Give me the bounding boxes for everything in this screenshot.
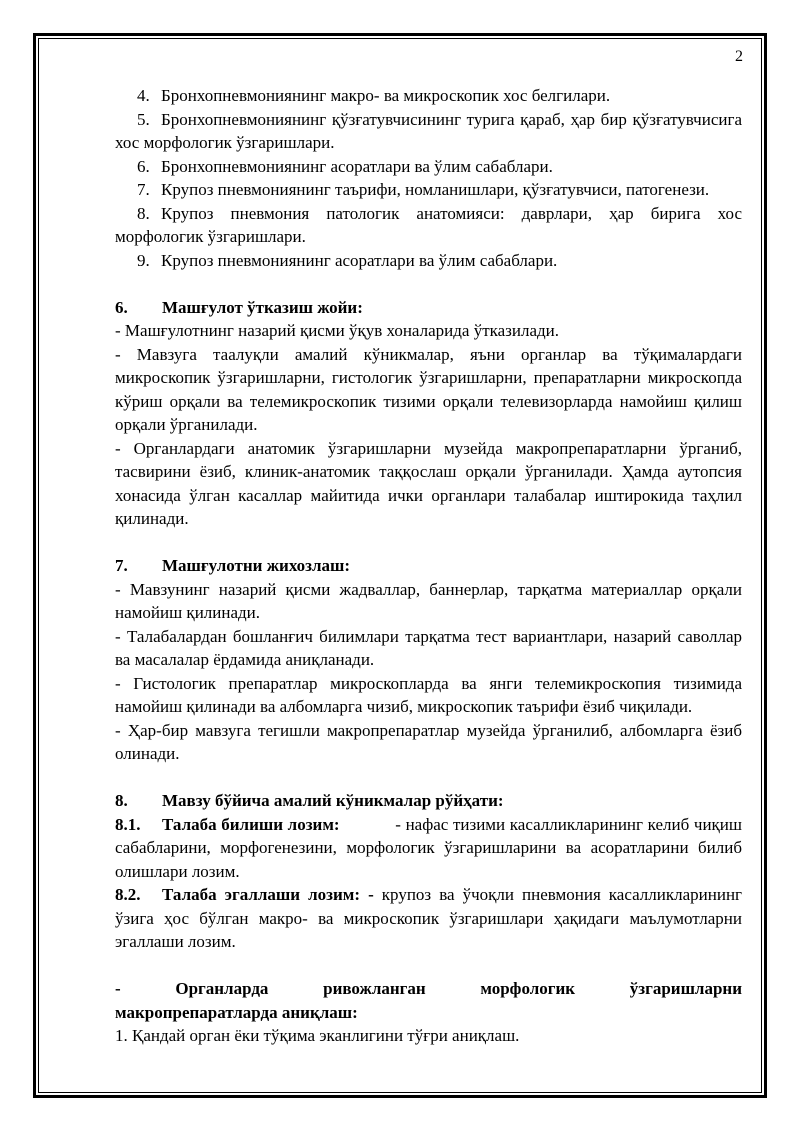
list-item-number: 7. xyxy=(137,180,150,199)
list-item-text: Крупоз пневмониянинг асоратлари ва ўлим сабаблари. xyxy=(161,250,558,270)
paragraph: - Ҳар-бир мавзуга тегишли макропрепаратлар музейда ўрганилиб, албомларга ёзиб олинади. xyxy=(115,720,742,763)
list-item-number: 4. xyxy=(137,86,150,105)
subsection-number: 8.1. xyxy=(115,814,141,834)
list-item xyxy=(115,202,742,249)
list-item xyxy=(115,84,742,108)
paragraph: - Органлардаги анатомик ўзгаришларни музейда макропрепаратларни ўрганиб, тасвирини ёзиб, клиник-анатомик таққослаш орқали ўрганилади. Ҳамда аутопсия хонасида ўлган касаллар майитида ички органлари талабалар иштирокида таҳлил қилинади. xyxy=(115,438,742,528)
section-number: 6. xyxy=(115,297,128,317)
page-number: 2 xyxy=(735,48,743,65)
section-title: Машғулот ўтказиш жойи: xyxy=(162,297,363,317)
section-title: Мавзу бўйича амалий кўникмалар рўйҳати: xyxy=(162,791,504,810)
list-item-number: 5. xyxy=(137,109,150,129)
list-item xyxy=(115,178,742,202)
list-item xyxy=(115,108,742,155)
section-8-heading xyxy=(115,789,742,813)
bold-heading-line: - Органларда ривожланган морфологик ўзгаришларни xyxy=(115,979,742,998)
list-item xyxy=(115,249,742,273)
list-item-text: Бронхопневмониянинг асоратлари ва ўлим сабаблари. xyxy=(161,156,553,176)
subsection-title: Талаба эгаллаши лозим: - xyxy=(162,885,374,904)
section-6-heading xyxy=(115,296,742,320)
subsection-number: 8.2. xyxy=(115,885,141,904)
list-item-text: Крупоз пневмониянинг таърифи, номланишлари, қўзғатувчиси, патогенези. xyxy=(161,180,710,199)
list-item-number: 6. xyxy=(137,156,150,176)
paragraph: - Талабалардан бошланғич билимлари тарқатма тест вариантлари, назарий саволлар ва масалалар ёрдамида аниқланади. xyxy=(115,626,742,669)
section-title: Машғулотни жихозлаш: xyxy=(162,556,351,575)
list-item-number: 8. xyxy=(137,203,150,223)
section-7-heading xyxy=(115,554,742,578)
document-body xyxy=(115,84,742,1048)
list-item-text: Бронхопневмониянинг макро- ва микроскопик хос белгилари. xyxy=(161,86,611,105)
section-number: 7. xyxy=(115,556,128,575)
list-item-text: Бронхопневмониянинг қўзғатувчисининг турига қараб, ҳар бир қўзғатувчисига хос морфологик ўзгаришлари. xyxy=(115,109,742,152)
subsection-8-2 xyxy=(115,883,742,954)
bold-heading-line: макропрепаратларда аниқлаш: xyxy=(115,1002,358,1022)
list-item xyxy=(115,155,742,179)
paragraph: - Мавзуга таалуқли амалий кўникмалар, яъни органлар ва тўқималардаги микроскопик ўзгаришларни, гистологик ўзгаришларни, препаратларни микроскопда кўриш орқали ва телемикроскопик тизими орқали телевизорларда намойиш қилиш орқали ўрганилади. xyxy=(115,344,742,434)
list-item-number: 9. xyxy=(137,250,150,270)
paragraph: - Мавзунинг назарий қисми жадваллар, баннерлар, тарқатма материаллар орқали намойиш қилинади. xyxy=(115,579,742,622)
paragraph: - Гистологик препаратлар микроскопларда ва янги телемикроскопия тизимида намойиш қилинади ва албомларга чизиб, микроскопик таърифи ёзиб чиқилади. xyxy=(115,673,742,716)
paragraph: 1. Қандай орган ёки тўқима эканлигини тўғри аниқлаш. xyxy=(115,1026,520,1045)
section-number: 8. xyxy=(115,791,128,810)
paragraph: - Машғулотнинг назарий қисми ўқув хоналарида ўтказилади. xyxy=(115,321,560,340)
subsection-text: крупоз ва ўчоқли пневмония касалликларининг ўзига ҳос бўлган макро- ва микроскопик ўзгаришлари ҳақидаги маълумотларни эгаллаши лозим. xyxy=(115,885,743,951)
subsection-title: Талаба билиши лозим: xyxy=(162,814,340,834)
subsection-text: - нафас тизими касалликларининг келиб чиқиш сабабларини, морфогенезини, морфологик ўзгаришларини ва асоратларини билиб олишлари лозим. xyxy=(115,814,742,881)
list-item-text: Крупоз пневмония патологик анатомияси: даврлари, ҳар бирига хос морфологик ўзгаришлари. xyxy=(115,203,742,246)
subsection-8-1 xyxy=(115,813,742,884)
